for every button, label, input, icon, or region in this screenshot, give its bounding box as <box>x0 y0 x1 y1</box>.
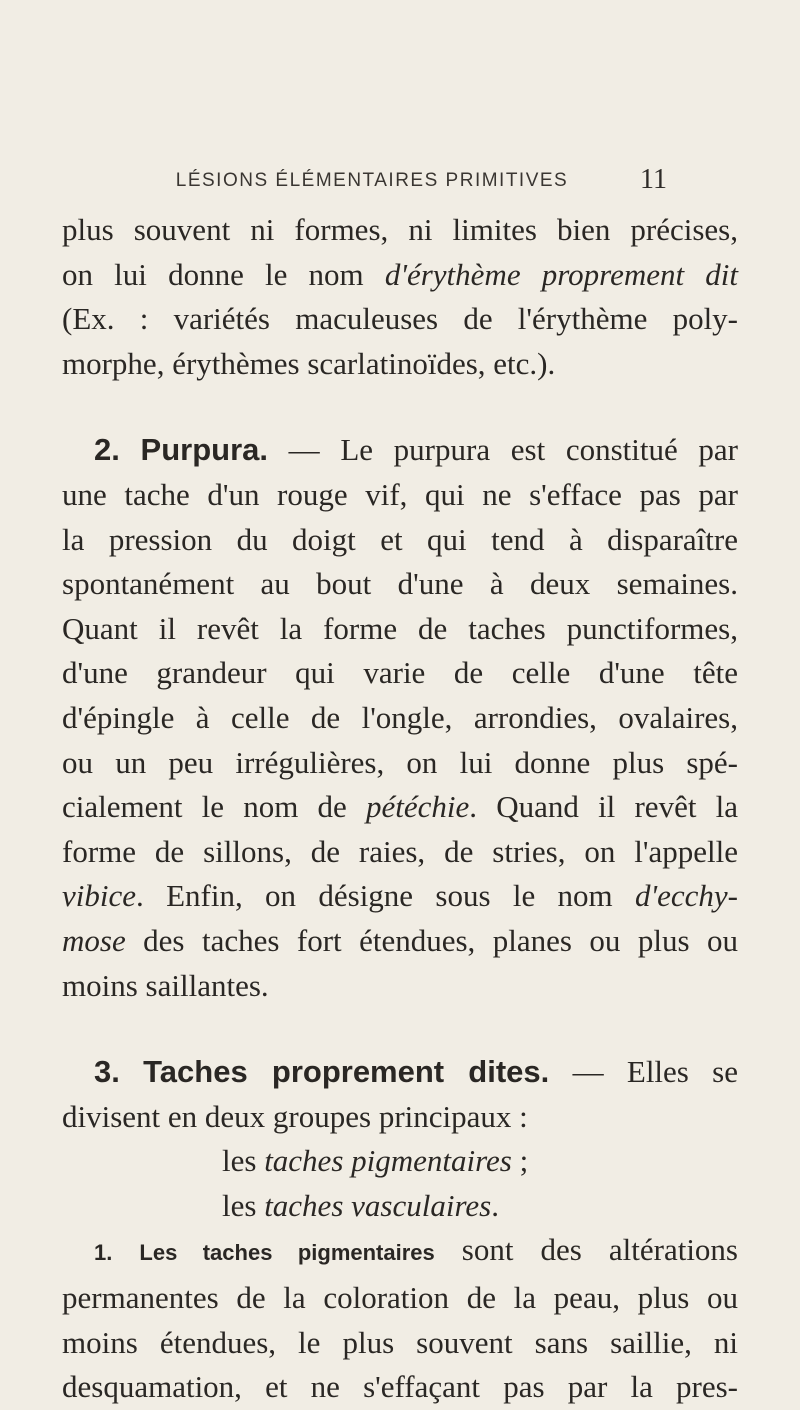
text-run: les <box>222 1143 265 1179</box>
text-line: (Ex. : variétés maculeuses de l'érythème poly- <box>62 301 738 337</box>
text-line <box>62 874 738 919</box>
text-line: spontanément au bout d'une à deux semaines. <box>62 566 738 602</box>
text-line <box>62 428 738 473</box>
list-item <box>62 1184 738 1229</box>
running-head: LÉSIONS ÉLÉMENTAIRES PRIMITIVES <box>175 170 569 191</box>
italic-term: d'érythème proprement dit <box>384 256 738 292</box>
page-body <box>62 208 738 1410</box>
text-line: moins étendues, le plus souvent sans saillie, ni <box>62 1324 738 1360</box>
text-line <box>62 785 738 830</box>
text-line: d'une grandeur qui varie de celle d'une tête <box>62 655 738 691</box>
page-header <box>0 162 800 196</box>
italic-term: taches vasculaires <box>264 1187 492 1223</box>
text-line <box>62 919 738 964</box>
list-item <box>62 1139 738 1184</box>
text-line: morphe, érythèmes scarlatinoïdes, etc.). <box>62 345 556 381</box>
text-run: cialement le nom de <box>62 789 367 825</box>
italic-term: pétéchie <box>366 789 470 825</box>
section-taches <box>62 1050 738 1139</box>
text-run: des taches fort étendues, planes ou plus ou <box>125 922 738 958</box>
text-line: ou un peu irrégulières, on lui donne plus spé- <box>62 744 738 780</box>
section-purpura <box>62 428 738 1008</box>
text-line <box>62 1228 738 1276</box>
italic-term: mose <box>62 922 126 958</box>
text-run: sont des altérations <box>434 1232 738 1268</box>
page-number: 11 <box>640 164 667 195</box>
subsection-number: 1. <box>94 1240 113 1266</box>
text-run: . Enfin, on désigne sous le nom <box>136 878 635 914</box>
text-line <box>62 1050 738 1095</box>
section-title: Taches proprement dites. <box>143 1054 550 1090</box>
text-line: divisent en deux groupes principaux : <box>62 1098 528 1134</box>
section-number: 2. <box>94 432 120 468</box>
paragraph-continuation <box>62 208 738 386</box>
text-line: d'épingle à celle de l'ongle, arrondies, ovalaires, <box>62 699 738 735</box>
subsection-pigmentaires <box>62 1228 738 1409</box>
text-line: plus souvent ni formes, ni limites bien précises, <box>62 212 738 247</box>
italic-term: vibice <box>62 878 137 914</box>
paragraph-gap <box>62 1008 738 1050</box>
text-run: on lui donne le nom <box>62 256 385 292</box>
text-run: les <box>222 1187 265 1223</box>
text-line: la pression du doigt et qui tend à disparaître <box>62 521 738 557</box>
text-line: forme de sillons, de raies, de stries, on l'appelle <box>62 833 738 869</box>
section-title: Purpura. <box>140 432 268 468</box>
text-run: . Quand il revêt la <box>469 789 739 825</box>
subsection-title: Les taches pigmentaires <box>139 1240 435 1266</box>
paragraph-gap <box>62 386 738 428</box>
text-run: — Le purpura est constitué par <box>268 432 739 468</box>
text-run: ; <box>511 1143 529 1179</box>
text-run: — Elles se <box>549 1054 739 1090</box>
text-line: moins saillantes. <box>62 967 269 1003</box>
text-line: desquamation, et ne s'effaçant pas par la pres- <box>62 1369 738 1405</box>
text-line: une tache d'un rouge vif, qui ne s'efface pas par <box>62 476 738 512</box>
group-list <box>62 1139 738 1228</box>
italic-term: d'ecchy- <box>635 878 738 914</box>
text-line: Quant il revêt la forme de taches punctiformes, <box>62 610 738 646</box>
italic-term: taches pigmentaires <box>264 1143 512 1179</box>
text-line: permanentes de la coloration de la peau, plus ou <box>62 1280 738 1316</box>
text-run: . <box>491 1187 499 1223</box>
text-line <box>62 253 738 298</box>
section-number: 3. <box>94 1054 120 1090</box>
